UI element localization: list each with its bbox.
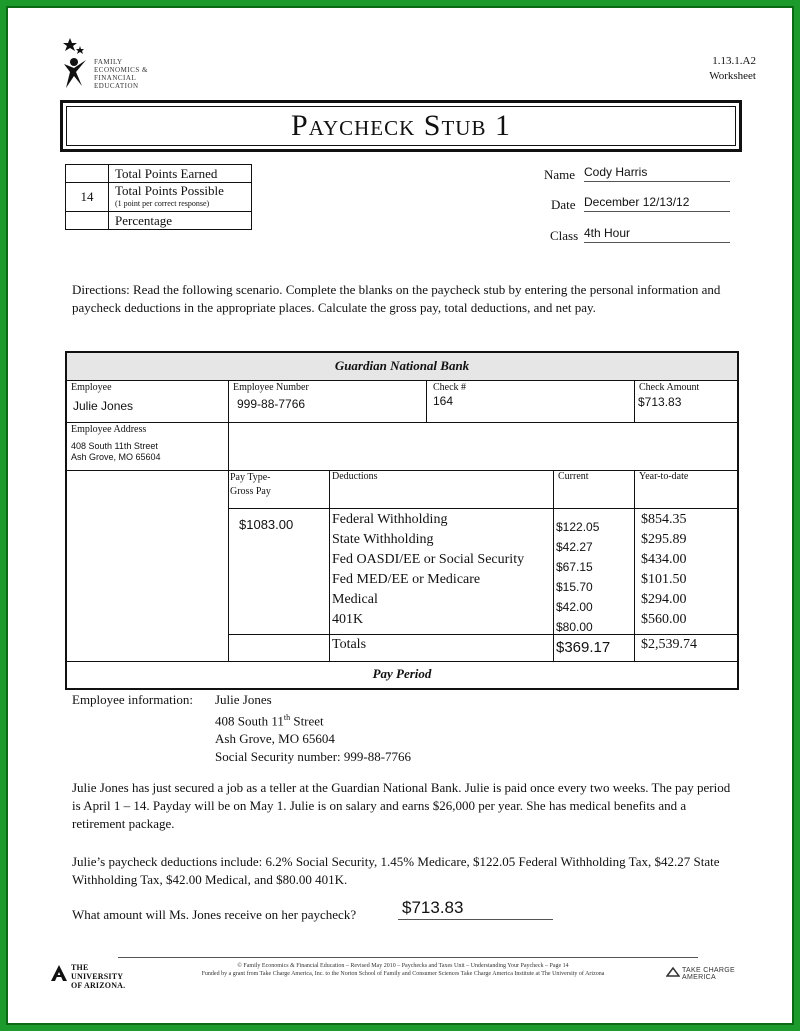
ytd-value: $294.00 xyxy=(641,592,687,607)
deduction-item: State Withholding xyxy=(332,532,434,547)
points-earned-label: Total Points Earned xyxy=(109,165,252,183)
employee-number-value[interactable]: 999-88-7766 xyxy=(237,397,306,411)
scenario-paragraph: Julie Jones has just secured a job as a teller at the Guardian National Bank. Julie is paid once every two weeks. The pay period is April 1 – 14. Payday will be on May 1. Julie is on salary and earns $26,000 per year. She has medical benefits and a retirement package. xyxy=(72,780,731,831)
employee-value[interactable]: Julie Jones xyxy=(73,399,134,413)
class-field[interactable]: 4th Hour xyxy=(584,226,730,243)
current-value[interactable]: $42.00 xyxy=(556,600,593,614)
current-value[interactable]: $42.27 xyxy=(556,540,593,554)
employee-number-cell: Employee Number 999-88-7766 xyxy=(229,381,427,423)
answer-field[interactable]: $713.83 xyxy=(398,898,553,920)
deduction-item: Medical xyxy=(332,592,378,607)
deduction-item: Fed OASDI/EE or Social Security xyxy=(332,552,525,567)
totals-blank-cell xyxy=(229,635,330,662)
gross-pay-cell xyxy=(229,509,330,635)
fcs-logo xyxy=(60,36,160,96)
deduction-item: Federal Withholding xyxy=(332,512,448,527)
deductions-list xyxy=(330,509,554,635)
points-earned-value[interactable] xyxy=(66,165,109,183)
check-number-value[interactable]: 164 xyxy=(433,394,454,408)
date-field[interactable]: December 12/13/12 xyxy=(584,195,730,212)
current-list xyxy=(554,509,635,635)
ytd-value: $560.00 xyxy=(641,612,687,627)
university-a-icon xyxy=(50,964,68,982)
blank-cell xyxy=(229,423,737,471)
directions-text: Directions: Read the following scenario. Complete the blanks on the paycheck stub by entering the personal information and paycheck deductions in the appropriate places. Calculate the gross pay, total deductions, and net pay. xyxy=(72,282,721,315)
current-value[interactable]: $122.05 xyxy=(556,520,600,534)
check-amount-value[interactable]: $713.83 xyxy=(638,395,682,409)
title-box xyxy=(60,100,742,152)
current-value[interactable]: $15.70 xyxy=(556,580,593,594)
ytd-value: $434.00 xyxy=(641,552,687,567)
employee-info-label: Employee information: xyxy=(72,692,193,707)
deduction-item: 401K xyxy=(332,612,364,627)
name-field[interactable]: Cody Harris xyxy=(584,165,730,182)
percentage-label: Percentage xyxy=(109,212,252,230)
current-value[interactable]: $67.15 xyxy=(556,560,593,574)
take-charge-logo: TAKE CHARGE AMERICA xyxy=(666,964,766,982)
deduction-item: Fed MED/EE or Medicare xyxy=(332,572,481,587)
take-charge-icon xyxy=(666,966,680,978)
gross-pay-value[interactable]: $1083.00 xyxy=(239,517,294,532)
worksheet-page xyxy=(6,6,794,1025)
university-logo: THE UNIVERSITY OF ARIZONA. xyxy=(50,962,132,984)
bank-name: Guardian National Bank xyxy=(67,353,737,381)
left-blank-cell xyxy=(67,471,229,662)
employee-cell: Employee Julie Jones xyxy=(67,381,229,423)
name-label: Name xyxy=(544,167,576,182)
employee-address-value[interactable]: 408 South 11th Street Ash Grove, MO 65604 xyxy=(71,441,161,462)
ytd-value: $295.89 xyxy=(641,532,687,547)
totals-label: Totals xyxy=(330,635,554,662)
ytd-list xyxy=(635,509,737,635)
employee-info-block: Julie Jones 408 South 11th Street Ash Grove, MO 65604 Social Security number: 999-88-7766 xyxy=(215,692,412,765)
deductions-paragraph: Julie’s paycheck deductions include: 6.2% Social Security, 1.45% Medicare, $122.05 Federal Withholding Tax, $42.27 State Withholding Tax, $42.00 Medical, and $80.00 401K. xyxy=(72,854,720,887)
employee-address-cell: Employee Address 408 South 11th Street Ash Grove, MO 65604 xyxy=(67,423,229,471)
current-value[interactable]: $80.00 xyxy=(556,620,593,634)
check-number-cell: Check # 164 xyxy=(427,381,635,423)
date-label: Date xyxy=(551,197,576,212)
page-title: Paycheck Stub 1 xyxy=(66,106,736,146)
class-label: Class xyxy=(550,228,579,243)
current-header: Current xyxy=(554,471,635,509)
deductions-header: Deductions xyxy=(330,471,554,509)
ytd-value: $101.50 xyxy=(641,572,687,587)
logo-text: FAMILY ECONOMICS & FINANCIAL EDUCATION xyxy=(94,58,148,90)
worksheet-code: 1.13.1.A2 Worksheet xyxy=(709,55,756,82)
question-text: What amount will Ms. Jones receive on her paycheck? xyxy=(72,907,357,922)
check-amount-cell: Check Amount $713.83 xyxy=(635,381,737,423)
footer-divider xyxy=(118,957,698,958)
ytd-header: Year-to-date xyxy=(635,471,737,509)
points-possible-label: Total Points Possible (1 point per correct response) xyxy=(109,183,252,212)
paycheck-stub xyxy=(65,351,739,690)
percentage-value[interactable] xyxy=(66,212,109,230)
points-possible-value: 14 xyxy=(66,183,109,212)
totals-ytd-value: $2,539.74 xyxy=(635,635,737,662)
totals-current-value[interactable]: $369.17 xyxy=(554,635,635,662)
footer-text: © Family Economics & Financial Education – Revised May 2010 – Paychecks and Taxes Unit – Understanding Your Paycheck – Page 14 Funded by a grant from Take Charge America, Inc. to the Norton School of Family and Consumer Sciences Take Charge America Institute at The University of Arizona xyxy=(201,963,605,977)
pay-type-header: Pay Type- Gross Pay xyxy=(229,471,330,509)
ytd-value: $854.35 xyxy=(641,512,687,527)
star-figure-icon xyxy=(60,36,94,92)
points-table xyxy=(65,164,252,230)
pay-period-label: Pay Period xyxy=(372,666,432,681)
